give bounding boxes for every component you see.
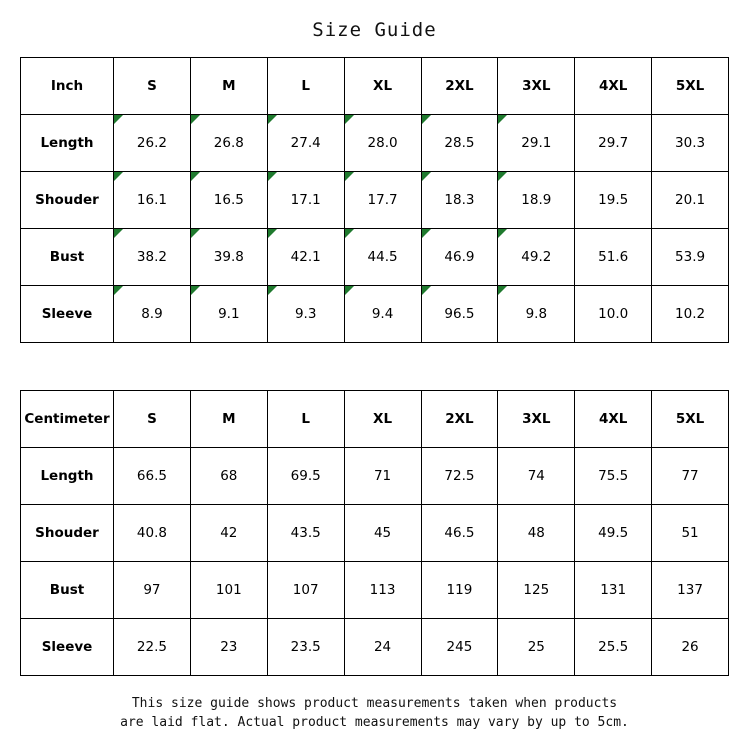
cell-shouder-3xl: 48 (498, 505, 575, 562)
cell-length-4xl: 29.7 (575, 115, 652, 172)
table-row (21, 619, 729, 676)
cell-bust-m: 39.8 (190, 229, 267, 286)
cell-bust-4xl: 131 (575, 562, 652, 619)
cell-shouder-s: 40.8 (114, 505, 191, 562)
cell-sleeve-4xl: 25.5 (575, 619, 652, 676)
column-header-2xl: 2XL (421, 58, 498, 115)
cell-shouder-3xl: 18.9 (498, 172, 575, 229)
cell-bust-m: 101 (190, 562, 267, 619)
cell-shouder-5xl: 51 (652, 505, 729, 562)
cell-shouder-xl: 45 (344, 505, 421, 562)
cell-shouder-m: 16.5 (190, 172, 267, 229)
cell-length-5xl: 30.3 (652, 115, 729, 172)
cell-sleeve-3xl: 9.8 (498, 286, 575, 343)
cell-bust-3xl: 125 (498, 562, 575, 619)
column-header-5xl: 5XL (652, 391, 729, 448)
row-label-length: Length (21, 448, 114, 505)
cell-length-3xl: 74 (498, 448, 575, 505)
column-header-4xl: 4XL (575, 58, 652, 115)
cell-sleeve-m: 9.1 (190, 286, 267, 343)
cell-shouder-4xl: 19.5 (575, 172, 652, 229)
cell-sleeve-2xl: 245 (421, 619, 498, 676)
cell-length-3xl: 29.1 (498, 115, 575, 172)
cell-bust-xl: 44.5 (344, 229, 421, 286)
unit-label-centimeter: Centimeter (21, 391, 114, 448)
column-header-m: M (190, 58, 267, 115)
cell-shouder-2xl: 46.5 (421, 505, 498, 562)
column-header-5xl: 5XL (652, 58, 729, 115)
centimeter-size-table (20, 390, 729, 676)
cell-bust-5xl: 53.9 (652, 229, 729, 286)
cell-shouder-m: 42 (190, 505, 267, 562)
table-row (21, 562, 729, 619)
footnote-line-1: This size guide shows product measurements taken when products (131, 696, 618, 711)
cell-sleeve-xl: 24 (344, 619, 421, 676)
table-spacer (0, 343, 749, 390)
inch-size-table (20, 57, 729, 343)
row-label-sleeve: Sleeve (21, 286, 114, 343)
row-label-shouder: Shouder (21, 172, 114, 229)
cell-shouder-2xl: 18.3 (421, 172, 498, 229)
cell-sleeve-l: 23.5 (267, 619, 344, 676)
cell-sleeve-4xl: 10.0 (575, 286, 652, 343)
column-header-xl: XL (344, 58, 421, 115)
column-header-l: L (267, 58, 344, 115)
column-header-s: S (114, 391, 191, 448)
cell-length-4xl: 75.5 (575, 448, 652, 505)
footnote-line-2: are laid flat. Actual product measurements may vary by up to 5cm. (120, 715, 629, 730)
table-row (21, 448, 729, 505)
cell-sleeve-5xl: 10.2 (652, 286, 729, 343)
cell-shouder-l: 17.1 (267, 172, 344, 229)
cell-bust-l: 42.1 (267, 229, 344, 286)
cell-sleeve-l: 9.3 (267, 286, 344, 343)
column-header-3xl: 3XL (498, 58, 575, 115)
cell-bust-2xl: 46.9 (421, 229, 498, 286)
unit-label-inch: Inch (21, 58, 114, 115)
cell-bust-xl: 113 (344, 562, 421, 619)
cell-length-l: 69.5 (267, 448, 344, 505)
cell-bust-2xl: 119 (421, 562, 498, 619)
footnote (0, 694, 749, 732)
row-label-length: Length (21, 115, 114, 172)
cell-sleeve-5xl: 26 (652, 619, 729, 676)
cell-shouder-s: 16.1 (114, 172, 191, 229)
row-label-shouder: Shouder (21, 505, 114, 562)
column-header-2xl: 2XL (421, 391, 498, 448)
cell-length-xl: 71 (344, 448, 421, 505)
cell-bust-5xl: 137 (652, 562, 729, 619)
cell-length-l: 27.4 (267, 115, 344, 172)
cell-length-m: 26.8 (190, 115, 267, 172)
table-header-row (21, 391, 729, 448)
table-row (21, 505, 729, 562)
row-label-sleeve: Sleeve (21, 619, 114, 676)
cell-shouder-5xl: 20.1 (652, 172, 729, 229)
cell-bust-s: 38.2 (114, 229, 191, 286)
column-header-3xl: 3XL (498, 391, 575, 448)
cell-bust-4xl: 51.6 (575, 229, 652, 286)
row-label-bust: Bust (21, 229, 114, 286)
page-title: Size Guide (312, 19, 437, 41)
row-label-bust: Bust (21, 562, 114, 619)
cell-sleeve-s: 8.9 (114, 286, 191, 343)
cell-shouder-4xl: 49.5 (575, 505, 652, 562)
table-header-row (21, 58, 729, 115)
cell-length-5xl: 77 (652, 448, 729, 505)
table-row (21, 172, 729, 229)
cell-sleeve-2xl: 96.5 (421, 286, 498, 343)
column-header-s: S (114, 58, 191, 115)
table-row (21, 286, 729, 343)
column-header-m: M (190, 391, 267, 448)
cell-sleeve-s: 22.5 (114, 619, 191, 676)
cell-sleeve-xl: 9.4 (344, 286, 421, 343)
cell-bust-3xl: 49.2 (498, 229, 575, 286)
cell-bust-s: 97 (114, 562, 191, 619)
cell-length-s: 66.5 (114, 448, 191, 505)
column-header-l: L (267, 391, 344, 448)
table-row (21, 229, 729, 286)
column-header-4xl: 4XL (575, 391, 652, 448)
cell-length-xl: 28.0 (344, 115, 421, 172)
cell-length-2xl: 28.5 (421, 115, 498, 172)
cell-shouder-l: 43.5 (267, 505, 344, 562)
table-row (21, 115, 729, 172)
column-header-xl: XL (344, 391, 421, 448)
cell-bust-l: 107 (267, 562, 344, 619)
cell-sleeve-3xl: 25 (498, 619, 575, 676)
cell-shouder-xl: 17.7 (344, 172, 421, 229)
cell-sleeve-m: 23 (190, 619, 267, 676)
cell-length-m: 68 (190, 448, 267, 505)
cell-length-2xl: 72.5 (421, 448, 498, 505)
cell-length-s: 26.2 (114, 115, 191, 172)
